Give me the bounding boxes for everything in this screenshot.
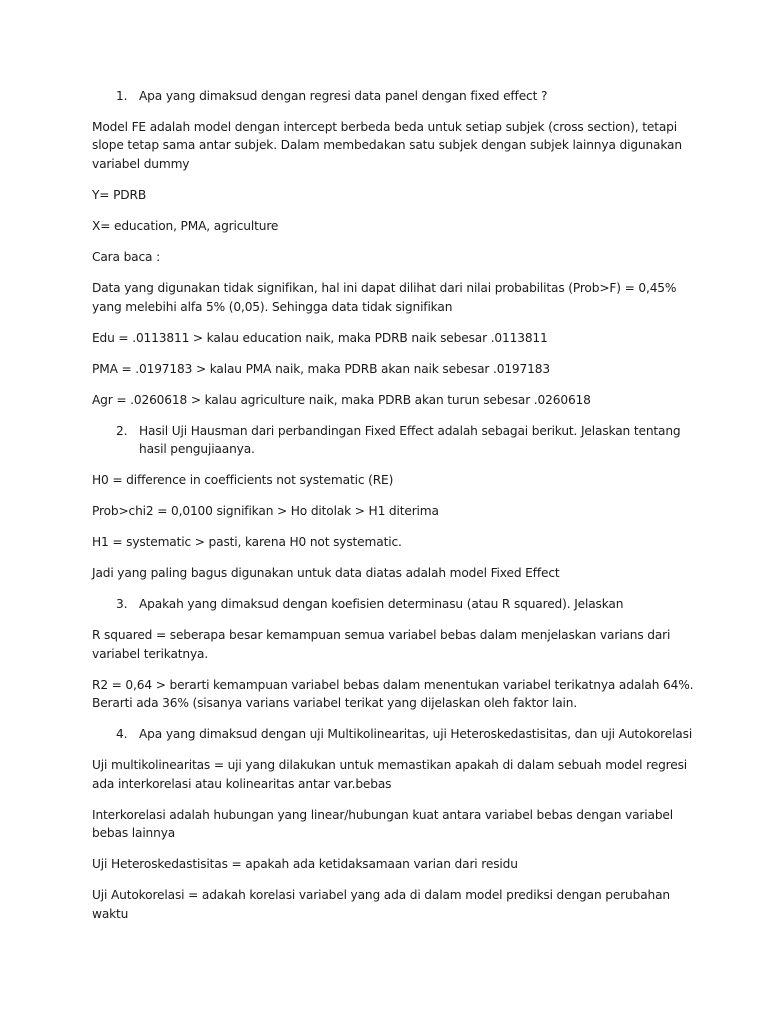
p15-line-2: ada interkorelasi atau kolinearitas antar var.bebas [92, 777, 392, 791]
q2-number: 2. [116, 424, 128, 438]
p5-line-1: Data yang digunakan tidak signifikan, hal ini dapat dilihat dari nilai probabilitas (Prob>F) = 0,45% [92, 281, 677, 295]
p8: Agr = .0260618 > kalau agriculture naik, maka PDRB akan turun sebesar .0260618 [92, 393, 591, 407]
p10: Prob>chi2 = 0,0100 signifikan > Ho ditolak > H1 diterima [92, 504, 439, 518]
q2-line-2: hasil pengujiaanya. [139, 442, 255, 456]
p4: Cara baca : [92, 250, 161, 264]
p6: Edu = .0113811 > kalau education naik, maka PDRB naik sebesar .0113811 [92, 331, 548, 345]
q2-line-1: Hasil Uji Hausman dari perbandingan Fixed Effect adalah sebagai berikut. Jelaskan tentang [139, 424, 681, 438]
q3-text: Apakah yang dimaksud dengan koefisien determinasu (atau R squared). Jelaskan [139, 597, 624, 611]
p14-line-1: R2 = 0,64 > berarti kemampuan variabel bebas dalam menentukan variabel terikatnya adalah 64%. [92, 678, 694, 692]
q4-number: 4. [116, 727, 128, 741]
p16-line-1: Interkorelasi adalah hubungan yang linear/hubungan kuat antara variabel bebas dengan variabel [92, 808, 673, 822]
p12: Jadi yang paling bagus digunakan untuk data diatas adalah model Fixed Effect [92, 566, 560, 580]
p15-line-1: Uji multikolinearitas = uji yang dilakukan untuk memastikan apakah di dalam sebuah model regresi [92, 758, 688, 772]
p1-line-1: Model FE adalah model dengan intercept berbeda beda untuk setiap subjek (cross section), tetapi [92, 120, 677, 134]
p16-line-2: bebas lainnya [92, 826, 176, 840]
p3: X= education, PMA, agriculture [92, 219, 279, 233]
p5-line-2: yang melebihi alfa 5% (0,05). Sehingga data tidak signifikan [92, 300, 453, 314]
q4-text: Apa yang dimaksud dengan uji Multikolinearitas, uji Heteroskedastisitas, dan uji Autokorelasi [139, 727, 693, 741]
q1-text: Apa yang dimaksud dengan regresi data panel dengan fixed effect ? [139, 89, 548, 103]
p18-line-1: Uji Autokorelasi = adakah korelasi variabel yang ada di dalam model prediksi dengan perubahan [92, 888, 670, 902]
p13-line-2: variabel terikatnya. [92, 647, 209, 661]
p7: PMA = .0197183 > kalau PMA naik, maka PDRB akan naik sebesar .0197183 [92, 362, 550, 376]
p9: H0 = difference in coefficients not systematic (RE) [92, 473, 394, 487]
p17: Uji Heteroskedastisitas = apakah ada ketidaksamaan varian dari residu [92, 857, 518, 871]
p2: Y= PDRB [92, 188, 147, 202]
q3-number: 3. [116, 597, 128, 611]
p18-line-2: waktu [92, 907, 129, 921]
p13-line-1: R squared = seberapa besar kemampuan semua variabel bebas dalam menjelaskan varians dari [92, 628, 671, 642]
p1-line-2: slope tetap sama antar subjek. Dalam membedakan satu subjek dengan subjek lainnya digunakan [92, 138, 682, 152]
q1-number: 1. [116, 89, 128, 103]
p1-line-3: variabel dummy [92, 157, 190, 171]
p11: H1 = systematic > pasti, karena H0 not systematic. [92, 535, 402, 549]
p14-line-2: Berarti ada 36% (sisanya varians variabel terikat yang dijelaskan oleh faktor lain. [92, 696, 578, 710]
